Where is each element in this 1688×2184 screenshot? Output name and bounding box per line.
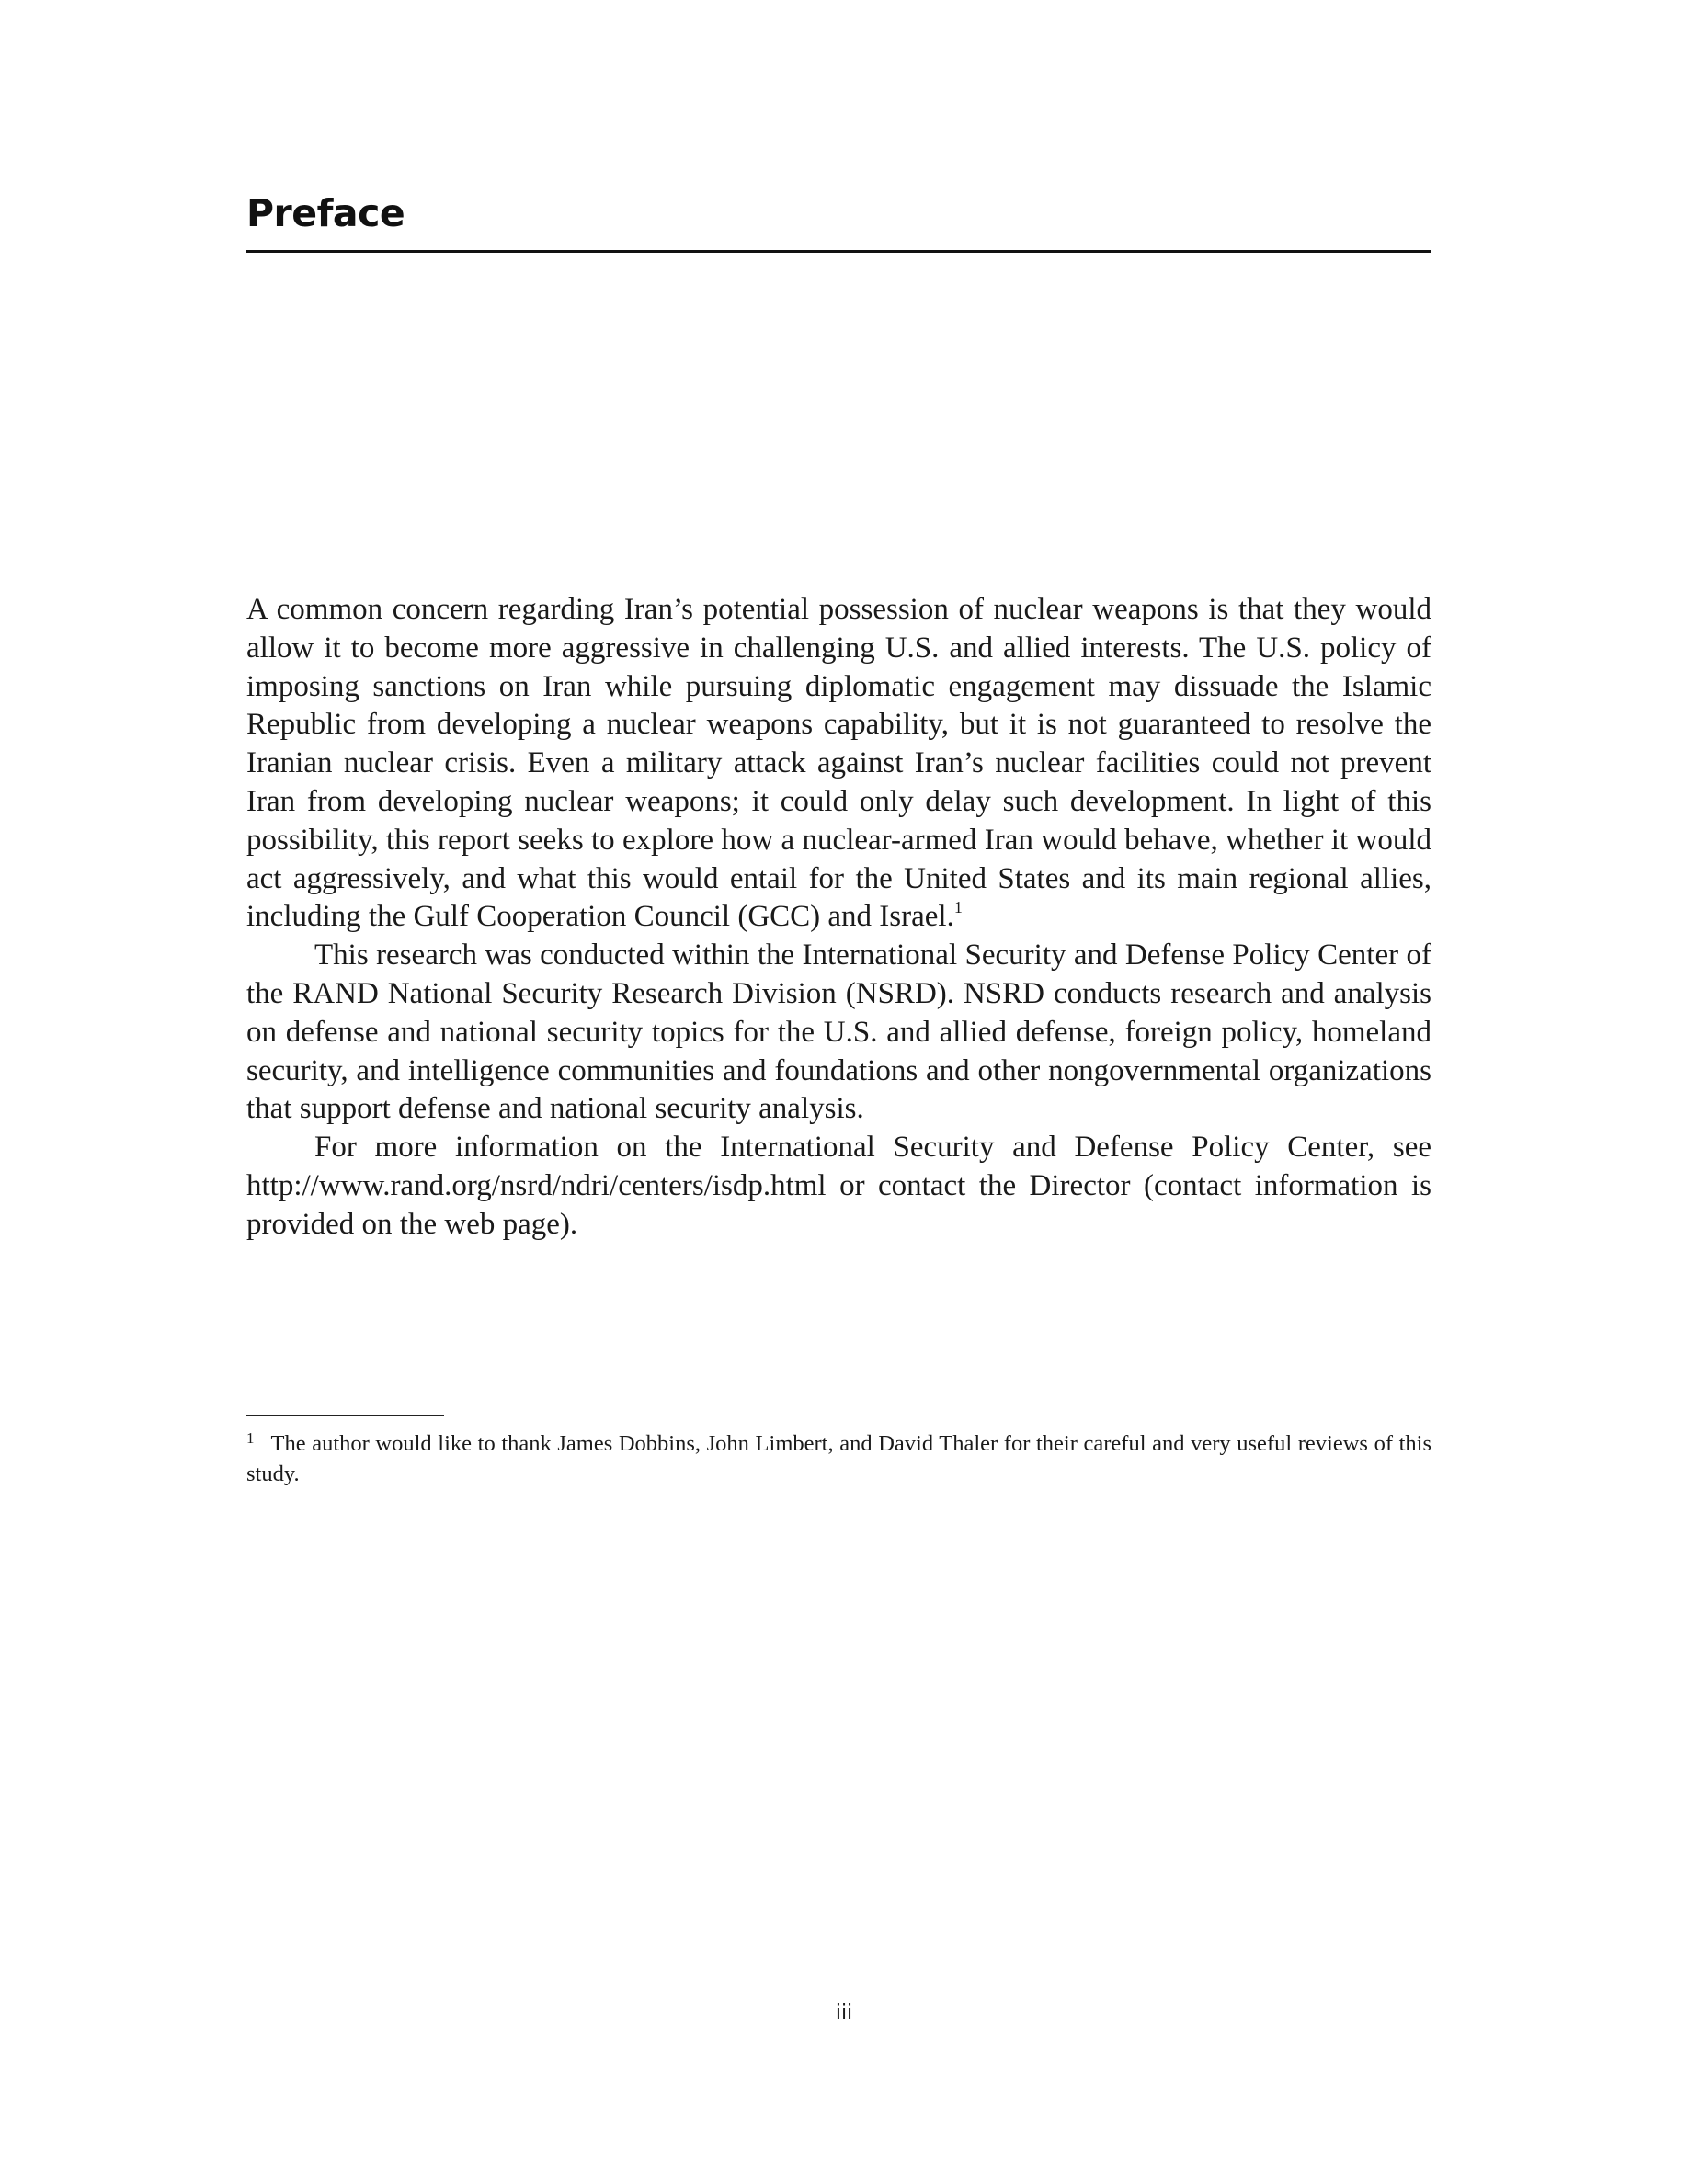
paragraph-1 (246, 591, 1431, 937)
paragraph-3: For more information on the International Security and Defense Policy Center, see http://www.rand.org/nsrd/ndri/centers/isdp.html or contact the Director (contact information is provided on the web page). (246, 1131, 1431, 1241)
paragraph-2: This research was conducted within the International Security and Defense Policy Center of the RAND National Security Research Division (NSRD). NSRD conducts research and analysis on defense and national security topics for the U.S. and allied defense, foreign policy, homeland security, and intelligence communities and foundations and other nongovernmental organizations that support defense and national security analysis. (246, 938, 1431, 1126)
footnote-reference: 1 (953, 898, 963, 917)
preface-body (246, 591, 1431, 1245)
heading-rule (246, 250, 1431, 253)
footnote-number: 1 (246, 1429, 255, 1447)
page-heading: Preface (246, 191, 405, 235)
page-number: iii (835, 2001, 853, 2024)
paragraph-1-text: A common concern regarding Iran’s potential possession of nuclear weapons is that they would allow it to become more aggressive in challenging U.S. and allied interests. The U.S. policy of imposing sanctions on Iran while pursuing diplomatic engagement may dissuade the Islamic Republic from developing a nuclear weapons capability, but it is not guaranteed to resolve the Iranian nuclear crisis. Even a military attack against Iran’s nuclear facilities could not prevent Iran from developing nuclear weapons; it could only delay such development. In light of this possibility, this report seeks to explore how a nuclear-armed Iran would behave, whether it would act aggressively, and what this would entail for the United States and its main regional allies, including the Gulf Cooperation Council (GCC) and Israel. (246, 593, 1431, 934)
footnote-rule (246, 1415, 444, 1416)
footnote-text: The author would like to thank James Dobbins, John Limbert, and David Thaler for their careful and very useful reviews of this study. (246, 1431, 1431, 1486)
footnote (246, 1428, 1431, 1489)
